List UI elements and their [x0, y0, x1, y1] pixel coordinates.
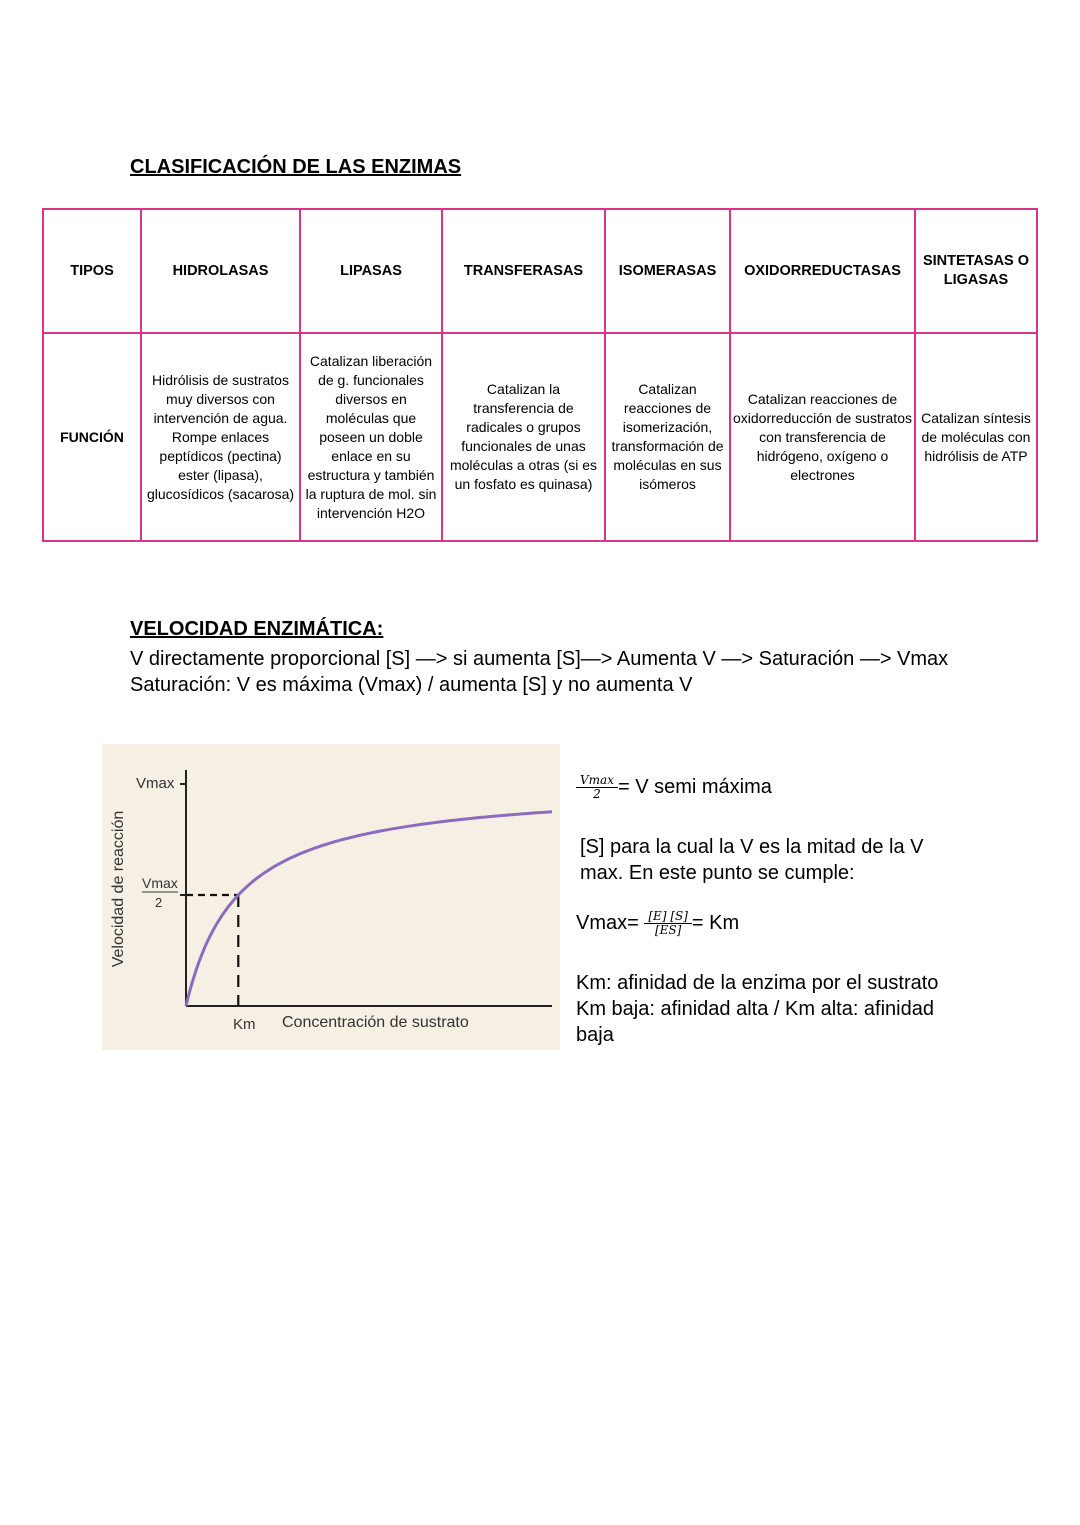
- series-line-michaelis-menten: [186, 812, 552, 1006]
- velocity-line-1: V directamente proporcional [S] —> si aumenta [S]—> Aumenta V —> Saturación —> Vmax: [130, 648, 949, 670]
- header-sintetasas: SINTETASAS O LIGASAS: [915, 209, 1037, 333]
- michaelis-menten-chart: [102, 744, 560, 1050]
- x-tick-label-km: Km: [233, 1016, 256, 1033]
- y-axis-label: Velocidad de reacción: [110, 810, 127, 968]
- header-isomerasas: ISOMERASAS: [605, 209, 730, 333]
- y-tick-label-half-den: 2: [155, 895, 163, 910]
- km-definition: Km: afinidad de la enzima por el sustrato: [576, 972, 939, 994]
- semi-maxima-text: = V semi máxima: [617, 776, 772, 798]
- cell-hidrolasas: Hidrólisis de sustratos muy diversos con intervención de agua. Rompe enlaces peptídicos (pectina) ester (lipasa), glucosídicos (sacarosa): [141, 333, 300, 541]
- equation-line: [576, 910, 956, 937]
- km-affinity: Km baja: afinidad alta / Km alta: afinidad baja: [576, 998, 934, 1046]
- row-label-funcion: FUNCIÓN: [43, 333, 141, 541]
- cell-isomerasas: Catalizan reacciones de isomerización, transformación de moléculas en sus isómeros: [605, 333, 730, 541]
- header-oxidorreductasas: OXIDORREDUCTASAS: [730, 209, 915, 333]
- header-transferasas: TRANSFERASAS: [442, 209, 605, 333]
- x-axis-label: Concentración de sustrato: [282, 1014, 469, 1031]
- equation-numerator: [E] [S]: [644, 910, 692, 924]
- cell-transferasas: Catalizan la transferencia de radicales o grupos funcionales de unas moléculas a otras (si es un fosfato es quinasa): [442, 333, 605, 541]
- vmax-half-fraction: [576, 774, 618, 801]
- header-hidrolasas: HIDROLASAS: [141, 209, 300, 333]
- table-row: [43, 333, 1037, 541]
- equation-fraction: [644, 910, 692, 937]
- classification-title: CLASIFICACIÓN DE LAS ENZIMAS: [130, 156, 462, 178]
- frac-denominator: 2: [593, 787, 601, 802]
- equation-denominator: [ES]: [654, 923, 682, 938]
- velocity-line-2: Saturación: V es máxima (Vmax) / aumenta [S] y no aumenta V: [130, 674, 693, 696]
- definition-text: [S] para la cual la V es la mitad de la V max. En este punto se cumple:: [580, 836, 924, 884]
- enzyme-classification-table: [42, 208, 1038, 542]
- chart-svg: [102, 744, 560, 1050]
- header-tipos: TIPOS: [43, 209, 141, 333]
- y-tick-label-half-num: Vmax: [142, 875, 178, 891]
- equation-left: Vmax=: [576, 912, 639, 934]
- frac-numerator: Vmax: [576, 774, 618, 788]
- half-vmax-line: [576, 774, 956, 801]
- cell-oxidorreductasas: Catalizan reacciones de oxidorreducción de sustratos con transferencia de hidrógeno, oxígeno o electrones: [730, 333, 915, 541]
- velocity-title: VELOCIDAD ENZIMÁTICA:: [130, 618, 384, 640]
- table-header-row: [43, 209, 1037, 333]
- cell-sintetasas: Catalizan síntesis de moléculas con hidrólisis de ATP: [915, 333, 1037, 541]
- cell-lipasas: Catalizan liberación de g. funcionales diversos en moléculas que poseen un doble enlace en su estructura y también la ruptura de mol. sin intervención H2O: [300, 333, 442, 541]
- y-tick-label-vmax: Vmax: [136, 775, 175, 792]
- header-lipasas: LIPASAS: [300, 209, 442, 333]
- equation-right: = Km: [691, 912, 740, 934]
